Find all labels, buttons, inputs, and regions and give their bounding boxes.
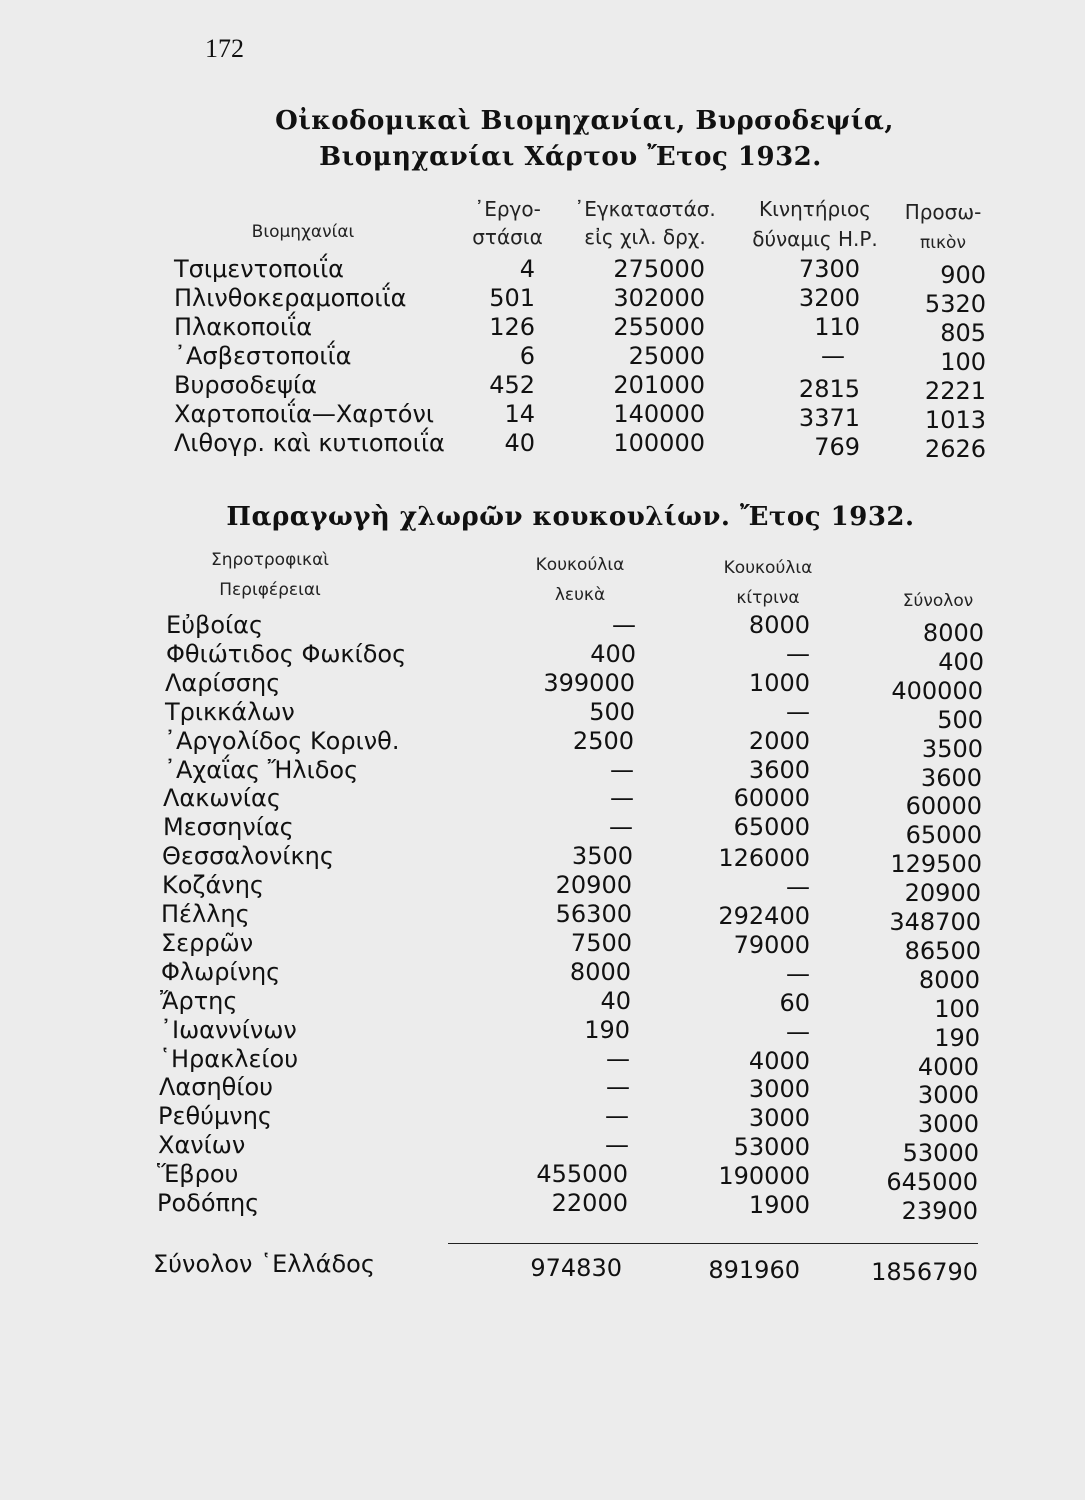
white-value: 399000: [543, 668, 635, 697]
total-value: 53000: [902, 1139, 979, 1168]
factories-value: 4: [519, 255, 535, 283]
header-total: Σύνολον: [902, 591, 974, 611]
installations-value: 201000: [613, 371, 705, 399]
factories-value: 40: [504, 429, 535, 457]
total-value: 348700: [889, 908, 981, 936]
yellow-value: —: [786, 1017, 810, 1046]
total-value: 3600: [920, 763, 982, 792]
header-horsepower-2: δύναμις Η.Ρ.: [752, 227, 878, 251]
yellow-value: —: [786, 697, 810, 726]
header-white-2: λευκὰ: [554, 585, 606, 605]
header-factories-2: στάσια: [472, 225, 543, 249]
yellow-value: 3000: [748, 1075, 810, 1104]
industry-name: Πλινθοκεραμοποιΐα: [174, 284, 407, 312]
installations-value: 100000: [613, 429, 705, 457]
yellow-value: 292400: [718, 902, 810, 930]
header-yellow-1: Κουκούλια: [723, 558, 813, 578]
installations-value: 140000: [613, 400, 705, 428]
installations-value: 255000: [613, 313, 705, 341]
horsepower-value: 769: [814, 433, 860, 461]
yellow-value: 53000: [733, 1133, 810, 1162]
total-value: 60000: [905, 792, 982, 821]
horsepower-value: 110: [814, 313, 860, 341]
yellow-value: 79000: [733, 930, 810, 959]
staff-value: 900: [940, 261, 986, 289]
header-installations-2: εἰς χιλ. δρχ.: [584, 225, 706, 249]
total-value: 23900: [901, 1197, 978, 1225]
header-white-1: Κουκούλια: [535, 555, 625, 575]
total-value: 129500: [890, 850, 982, 879]
staff-value: 5320: [924, 290, 986, 318]
yellow-value: 1900: [748, 1191, 810, 1219]
total-value: 400: [938, 647, 984, 676]
industries-title-line-1: Οἰκοδομικαὶ Βιομηχανίαι, Βυρσοδεψία,: [275, 106, 894, 136]
region-name: ᾿Ιωαννίνων: [160, 1015, 297, 1044]
yellow-value: 190000: [718, 1162, 810, 1191]
white-value: —: [609, 813, 633, 842]
region-name: Μεσσηνίας: [163, 813, 294, 842]
region-name: Θεσσαλονίκης: [162, 842, 334, 871]
white-value: 455000: [536, 1160, 628, 1189]
region-name: Πέλλης: [161, 900, 250, 928]
white-value: 3500: [571, 842, 633, 871]
white-value: 190: [584, 1015, 630, 1044]
total-value: 500: [937, 705, 983, 734]
yellow-value: 65000: [733, 813, 810, 842]
header-yellow-2: κίτρινα: [736, 588, 800, 608]
factories-value: 452: [489, 371, 535, 399]
region-name: ᾿Αχαΐας Ἤλιδος: [164, 755, 359, 784]
region-name: Σερρῶν: [161, 928, 254, 957]
white-value: —: [610, 755, 634, 784]
header-staff-2: πικὸν: [920, 233, 966, 253]
white-value: —: [605, 1131, 629, 1160]
total-value: 190: [934, 1023, 980, 1052]
total-value: 8000: [922, 619, 984, 647]
header-industry: Βιομηχανίαι: [251, 222, 355, 242]
yellow-value: —: [786, 959, 810, 988]
region-name: Φθιώτιδος Φωκίδος: [166, 639, 407, 668]
horsepower-value: 3371: [798, 404, 860, 432]
yellow-value: 8000: [748, 611, 810, 639]
industry-name: Χαρτοποιΐα—Χαρτόνι: [174, 400, 434, 428]
installations-value: 302000: [613, 284, 705, 312]
horsepower-value: —: [821, 342, 845, 370]
region-name: Φλωρίνης: [161, 957, 281, 986]
industry-name: Πλακοποιΐα: [174, 313, 313, 341]
total-value: 3000: [917, 1110, 979, 1139]
total-value: 65000: [905, 821, 982, 850]
region-name: Κοζάνης: [162, 871, 264, 900]
total-value: 3000: [917, 1081, 979, 1110]
staff-value: 1013: [924, 406, 986, 434]
region-name: Ροδόπης: [157, 1189, 260, 1217]
industry-name: Τσιμεντοποιΐα: [174, 255, 344, 283]
white-value: 7500: [570, 928, 632, 957]
industry-name: Βυρσοδεψία: [174, 371, 317, 399]
yellow-value: 1000: [748, 668, 810, 697]
header-region-1: Σηροτροφικαὶ: [210, 550, 330, 570]
region-name: Λαρίσσης: [165, 668, 281, 697]
page-number: 172: [205, 34, 244, 63]
white-value: 40: [600, 986, 631, 1015]
white-value: —: [610, 784, 634, 813]
yellow-value: 3000: [748, 1104, 810, 1133]
header-staff-1: Προσω-: [904, 200, 982, 224]
installations-value: 275000: [613, 255, 705, 283]
region-name: Εὐβοίας: [166, 611, 264, 639]
yellow-value: 60000: [733, 784, 810, 813]
white-value: 22000: [551, 1189, 628, 1217]
white-value: —: [606, 1073, 630, 1102]
total-value: 4000: [917, 1052, 979, 1081]
yellow-value: 4000: [748, 1046, 810, 1075]
staff-value: 805: [940, 319, 986, 347]
industry-name: ᾿Ασβεστοποιΐα: [174, 342, 352, 370]
total-value: 645000: [886, 1168, 978, 1197]
staff-value: 100: [940, 348, 986, 376]
total-value: 86500: [904, 936, 981, 965]
region-name: Τρικκάλων: [165, 697, 295, 726]
yellow-value: 2000: [748, 726, 810, 755]
factories-value: 126: [489, 313, 535, 341]
region-name: Ρεθύμνης: [158, 1102, 272, 1131]
region-name: Ἄρτης: [160, 986, 238, 1015]
header-region-2: Περιφέρειαι: [219, 580, 321, 600]
header-factories-1: ᾿Εργο-: [474, 197, 541, 221]
white-value: 500: [589, 697, 635, 726]
total-label: Σύνολον ῾Ελλάδος: [153, 1250, 375, 1278]
horsepower-value: 3200: [798, 284, 860, 312]
white-value: —: [606, 1044, 630, 1073]
factories-value: 501: [489, 284, 535, 312]
white-value: 56300: [555, 900, 632, 928]
yellow-value: —: [786, 639, 810, 668]
total-value: 3500: [921, 734, 983, 763]
yellow-value: 126000: [718, 844, 810, 873]
total-value: 20900: [904, 879, 981, 908]
cocoons-title: Παραγωγὴ χλωρῶν κουκουλίων. Ἔτος 1932.: [226, 502, 915, 532]
horsepower-value: 2815: [798, 375, 860, 403]
region-name: Λακωνίας: [163, 784, 281, 813]
region-name: Χανίων: [158, 1131, 246, 1160]
industry-name: Λιθογρ. καὶ κυτιοποιΐα: [174, 429, 445, 457]
total-grand: 1856790: [871, 1258, 978, 1286]
industries-title-line-2: Βιομηχανίαι Χάρτου Ἔτος 1932.: [319, 142, 822, 172]
staff-value: 2626: [924, 435, 986, 463]
total-yellow: 891960: [708, 1256, 800, 1284]
total-white: 974830: [530, 1254, 622, 1282]
region-name: ᾿Αργολίδος Κορινθ.: [164, 726, 400, 755]
white-value: 20900: [555, 871, 632, 900]
white-value: 8000: [569, 957, 631, 986]
installations-value: 25000: [628, 342, 705, 370]
horsepower-value: 7300: [798, 255, 860, 283]
white-value: 2500: [572, 726, 634, 755]
white-value: —: [605, 1102, 629, 1131]
header-horsepower-1: Κινητήριος: [759, 197, 871, 221]
white-value: —: [612, 611, 636, 639]
region-name: Λασηθίου: [159, 1073, 274, 1102]
white-value: 400: [590, 639, 636, 668]
yellow-value: —: [786, 873, 810, 902]
yellow-value: 60: [779, 988, 810, 1017]
factories-value: 6: [519, 342, 535, 370]
factories-value: 14: [504, 400, 535, 428]
total-value: 8000: [918, 965, 980, 994]
yellow-value: 3600: [748, 755, 810, 784]
total-value: 100: [934, 994, 980, 1023]
region-name: ῾Ηρακλείου: [159, 1044, 299, 1073]
header-installations-1: ᾿Εγκαταστάσ.: [574, 197, 716, 221]
total-value: 400000: [891, 676, 983, 705]
total-divider: [448, 1243, 978, 1244]
region-name: Ἕβρου: [157, 1160, 239, 1189]
staff-value: 2221: [924, 377, 986, 405]
